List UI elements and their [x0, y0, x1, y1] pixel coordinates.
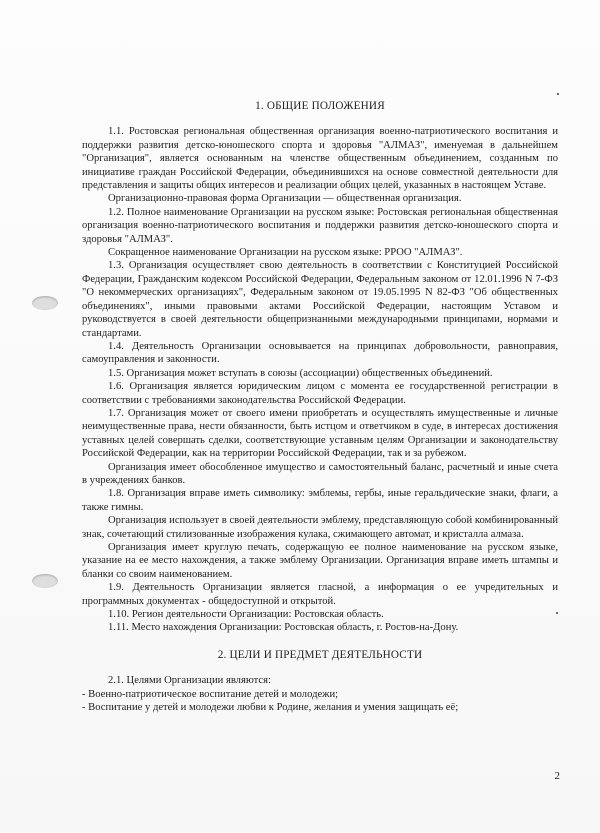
scan-speck [557, 93, 559, 95]
section-heading: 1. ОБЩИЕ ПОЛОЖЕНИЯ [255, 100, 385, 112]
paragraph: 1.5. Организация может вступать в союзы (ассоциации) общественных объединений. [108, 367, 493, 379]
list-item: - Воспитание у детей и молодежи любви к Родине, желания и умения защищать её; [82, 702, 459, 714]
paragraph: 2.1. Целями Организации являются: [108, 675, 271, 687]
punch-hole [32, 296, 58, 310]
paragraph: 1.1. Ростовская региональная общественная организация военно-патриотического воспитания и поддержки развития детско-юношеского спорта и здоровья "АЛМАЗ", именуемая в дальнейшем "Организация", является основанным на членстве общественным объединением, созданным по инициативе граждан Российской Федерации, объединившихся на основе совместной деятельности для представления и защиты общих интересов и реализации общих целей, указанных в настоящем Уставе. [82, 126, 558, 192]
paragraph: 1.10. Регион деятельности Организации: Ростовская область. [108, 609, 384, 621]
paragraph: Организация имеет обособленное имущество и самостоятельный баланс, расчетный и иные счета в учреждениях банков. [82, 461, 558, 486]
paragraph: 1.2. Полное наименование Организации на русском языке: Ростовская региональная общественная организация военно-патриотического воспитания и поддержки развития детско-юношеского спорта и здоровья "АЛМАЗ". [82, 206, 558, 245]
paragraph: 1.4. Деятельность Организации основывается на принципах добровольности, равноправия, самоуправления и законности. [82, 340, 558, 366]
paragraph: Организация использует в своей деятельности эмблему, представляющую собой комбинированный знак, сочетающий стилизованные изображения кулака, сжимающего автомат, и кристалла алмаза. [82, 515, 558, 540]
paragraph: Организация имеет круглую печать, содержащую ее полное наименование на русском языке, указание на ее место нахождения, а также эмблему Организации. Организация вправе иметь штампы и бланки со своим наименованием. [82, 542, 558, 580]
paragraph: 1.8. Организация вправе иметь символику: эмблемы, гербы, иные геральдические знаки, флаги, а также гимны. [82, 488, 558, 513]
section-heading: 2. ЦЕЛИ И ПРЕДМЕТ ДЕЯТЕЛЬНОСТИ [217, 648, 423, 661]
paragraph: 1.6. Организация является юридическим лицом с момента ее государственной регистрации в соответствии с требованиями законодательства Российской Федерации. [82, 381, 558, 406]
list-item: - Военно-патриотическое воспитание детей и молодежи; [82, 688, 339, 700]
paragraph: Сокращенное наименование Организации на русском языке: РРОО "АЛМАЗ". [108, 247, 463, 259]
document-body [82, 100, 558, 714]
paragraph: 1.3. Организация осуществляет свою деятельность в соответствии с Конституцией Российской Федерации, Гражданским кодексом Российской Федерации, Федеральным законом от 12.01.1996 N 7-ФЗ "О некоммерческих организациях", Федеральным законом от 19.05.1995 N 82-ФЗ "Об общественных объединениях", иными правовыми актами Российской Федерации, настоящим Уставом и руководствуется в своей деятельности общепризнанными международными принципами, нормами и стандартами. [82, 260, 558, 339]
scan-speck [556, 612, 558, 614]
paragraph: Организационно-правовая форма Организации — общественная организация. [108, 193, 462, 205]
punch-hole [32, 574, 58, 588]
paragraph: 1.7. Организация может от своего имени приобретать и осуществлять имущественные и личные неимущественные права, нести обязанности, быть истцом и ответчиком в суде, в интересах достижения уставных целей совершать сделки, соответствующие уставным целям Организации и законодательству Российской Федерации, как на территории Российской Федерации, так и за рубежом. [82, 407, 558, 460]
paragraph: 1.9. Деятельность Организации является гласной, а информация о ее учредительных и программных документах - общедоступной и открытой. [82, 582, 558, 607]
paragraph: 1.11. Место нахождения Организации: Ростовская область, г. Ростов-на-Дону. [108, 622, 459, 634]
page-number: 2 [554, 770, 560, 782]
